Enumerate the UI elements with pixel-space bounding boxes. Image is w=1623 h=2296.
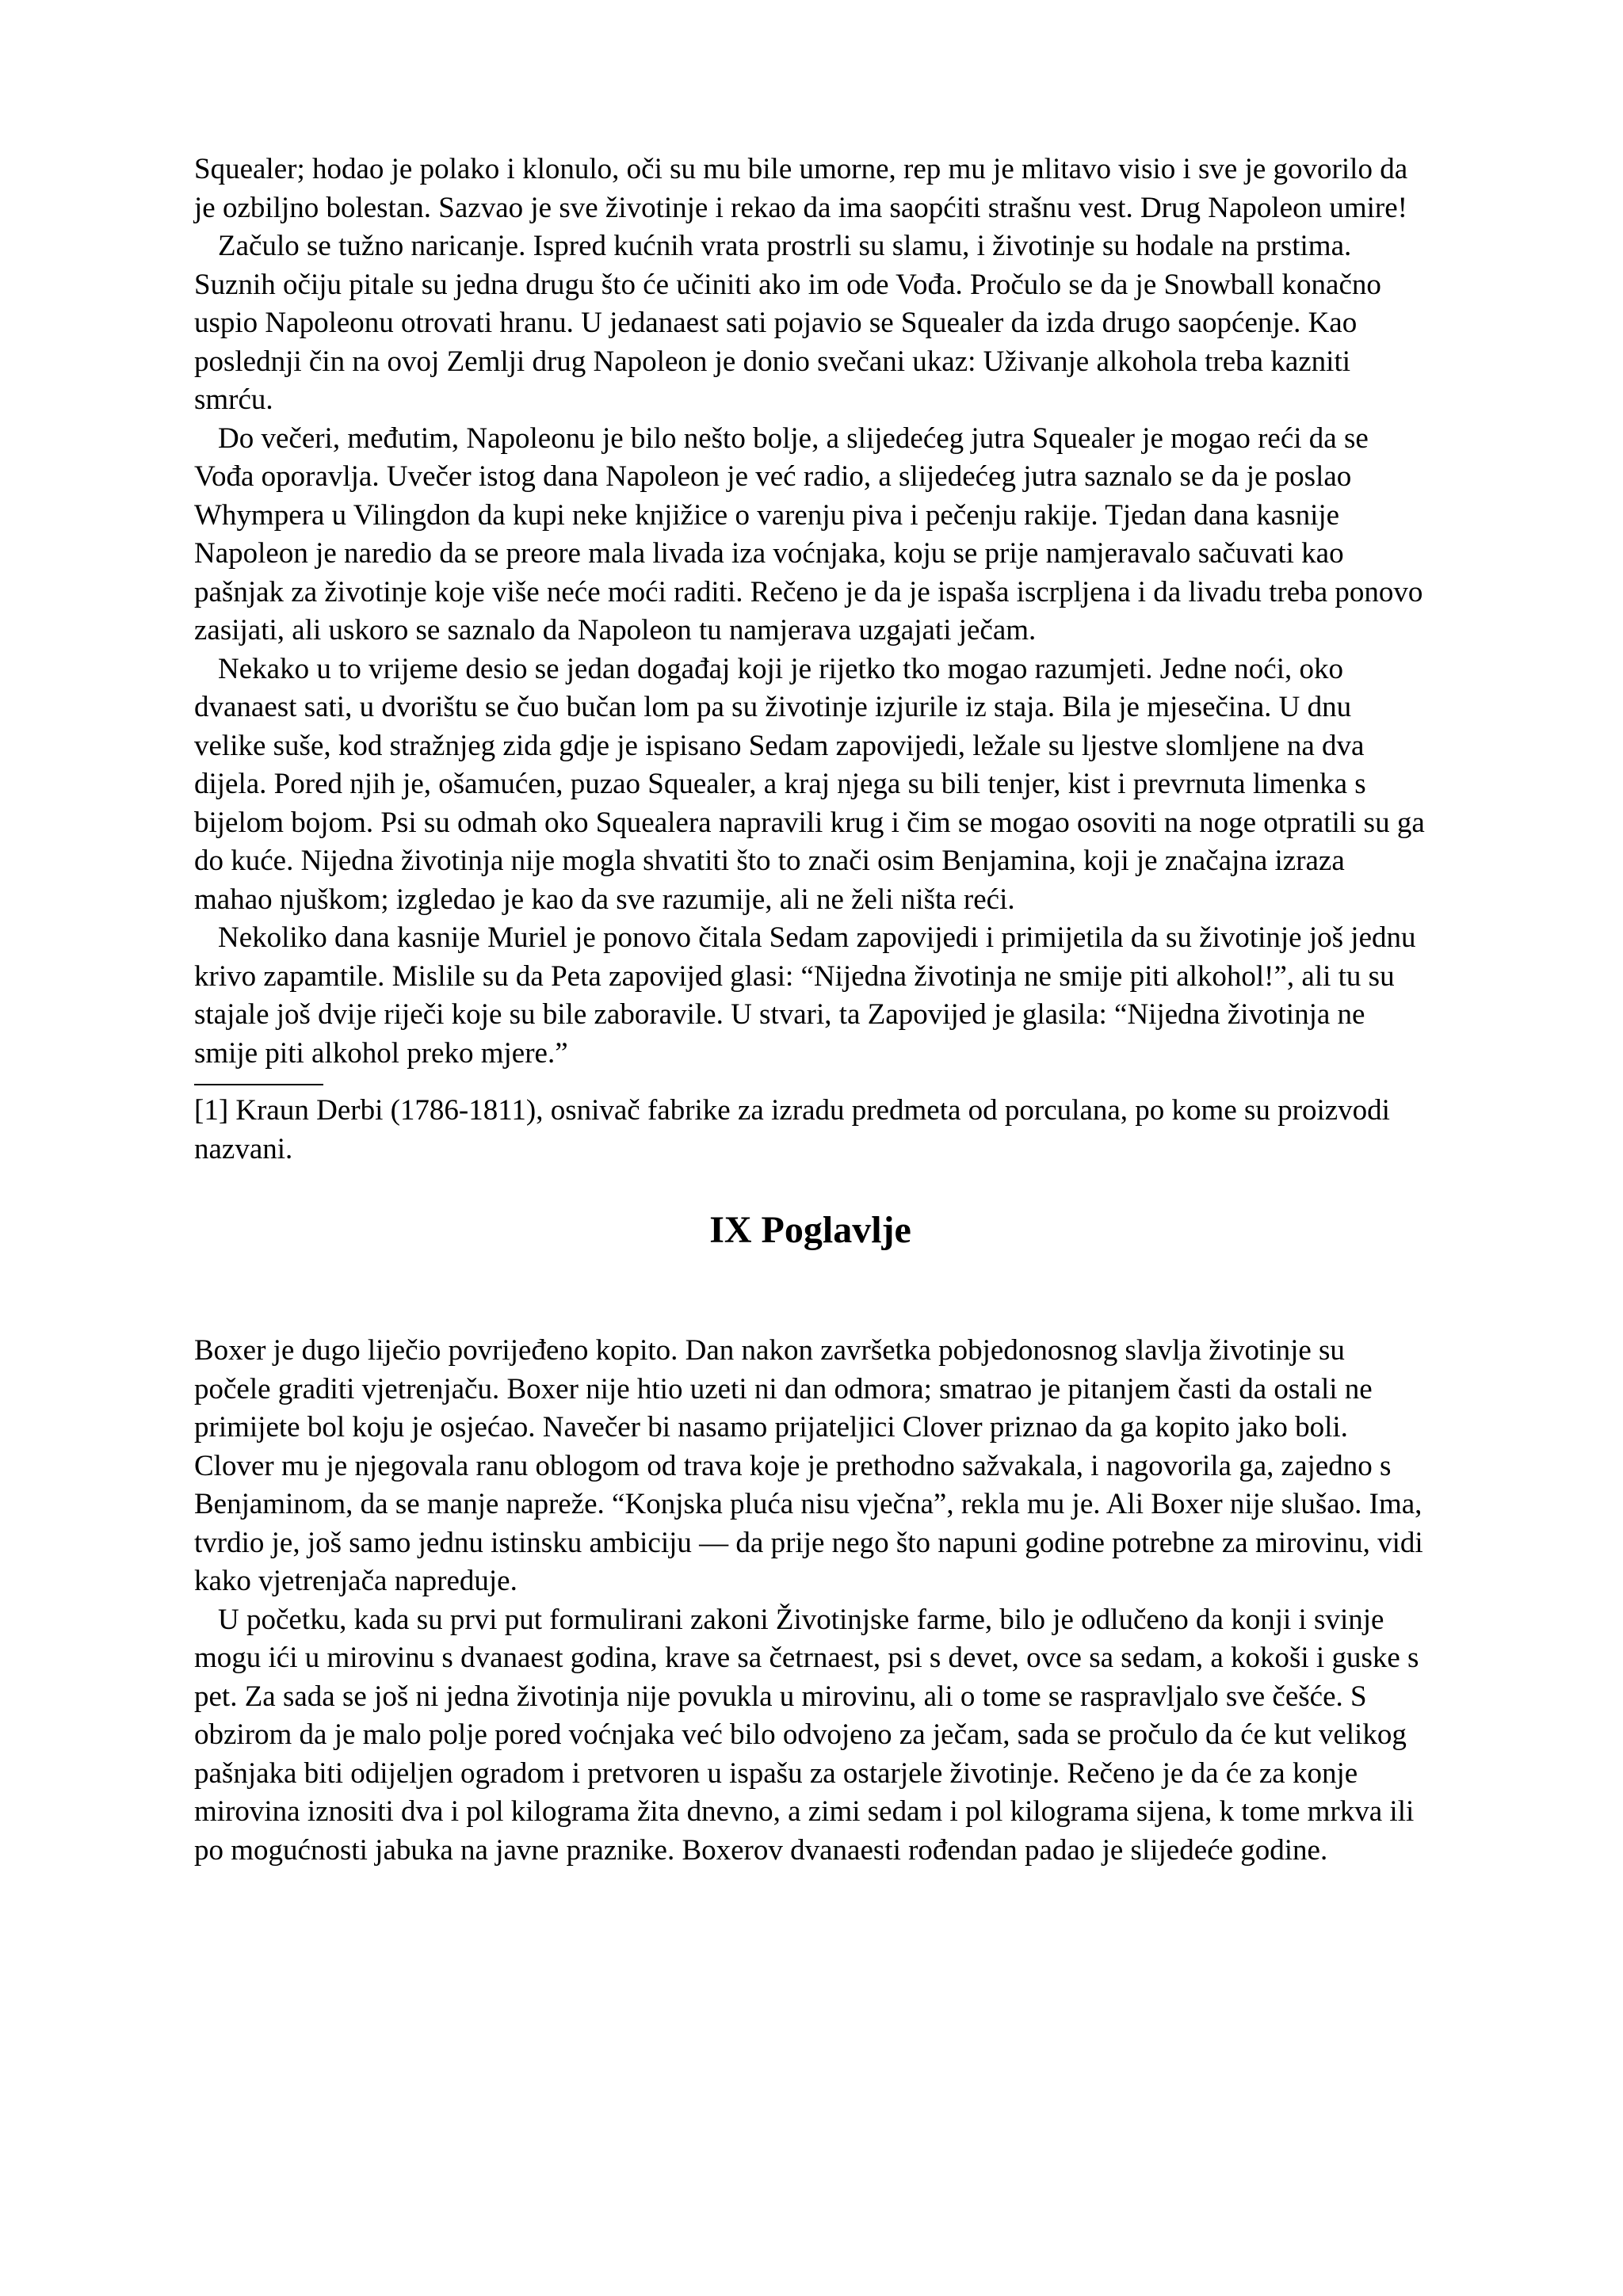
paragraph: Boxer je dugo liječio povrijeđeno kopito. Dan nakon završetka pobjedonosnog slavlja životinje su počele graditi vjetrenjaču. Boxer nije htio uzeti ni dan odmora; smatrao je pitanjem časti da ostali ne primijete bol koju je osjećao. Navečer bi nasamo prijateljici Clover priznao da ga kopito jako boli. Clover mu je njegovala ranu oblogom od trava koje je prethodno sažvakala, i nagovorila ga, zajedno s Benjaminom, da se manje napreže. “Konjska pluća nisu vječna”, rekla mu je. Ali Boxer nije slušao. Ima, tvrdio je, još samo jednu istinsku ambiciju — da prije nego što napuni godine potrebne za mirovinu, vidi kako vjetrenjača napreduje. — [194, 1334, 1423, 1597]
paragraph: Squealer; hodao je polako i klonulo, oči su mu bile umorne, rep mu je mlitavo visio i sve je govorilo da je ozbiljno bolestan. Sazvao je sve životinje i rekao da ima saopćiti strašnu vest. Drug Napoleon umire! — [194, 153, 1408, 224]
paragraph: U početku, kada su prvi put formulirani zakoni Životinjske farme, bilo je odlučeno da konji i svinje mogu ići u mirovinu s dvanaest godina, krave sa četrnaest, psi s devet, ovce sa sedam, a kokoši i guske s pet. Za sada se još ni jedna životinja nije povukla u mirovinu, ali o tome se raspravljalo sve češće. S obzirom da je malo polje pored voćnjaka već bilo odvojeno za ječam, sada se pročulo da će kut velikog pašnjaka biti odijeljen ogradom i pretvoren u ispašu za ostarjele životinje. Rečeno je da će za konje mirovina iznositi dva i pol kilograma žita dnevno, a zimi sedam i pol kilograma sijena, k tome mrkva ili po mogućnosti jabuka na javne praznike. Boxerov dvanaesti rođendan padao je slijedeće godine. — [194, 1603, 1419, 1867]
chapter-title: IX Poglavlje — [709, 1209, 911, 1251]
paragraph: Nekoliko dana kasnije Muriel je ponovo čitala Sedam zapovijedi i primijetila da su životinje još jednu krivo zapamtile. Mislile su da Peta zapovijed glasi: “Nijedna životinja ne smije piti alkohol!”, ali tu su stajale još dvije riječi koje su bile zaboravile. U stvari, ta Zapovijed je glasila: “Nijedna životinja ne smije piti alkohol preko mjere.” — [194, 921, 1416, 1070]
footnote: [1] Kraun Derbi (1786-1811), osnivač fabrike za izradu predmeta od porculana, po kome su proizvodi nazvani. — [194, 1094, 1390, 1165]
document-page — [194, 151, 1426, 1870]
footnote-divider — [194, 1084, 323, 1085]
paragraph: Do večeri, međutim, Napoleonu je bilo nešto bolje, a slijedećeg jutra Squealer je mogao reći da se Vođa oporavlja. Uvečer istog dana Napoleon je već radio, a slijedećeg jutra saznalo se da je poslao Whympera u Vilingdon da kupi neke knjižice o varenju piva i pečenju rakije. Tjedan dana kasnije Napoleon je naredio da se preore mala livada iza voćnjaka, koju se prije namjeravalo sačuvati kao pašnjak za životinje koje više neće moći raditi. Rečeno je da je ispaša iscrpljena i da livadu treba ponovo zasijati, ali uskoro se saznalo da Napoleon tu namjerava uzgajati ječam. — [194, 421, 1423, 646]
paragraph: Začulo se tužno naricanje. Ispred kućnih vrata prostrli su slamu, i životinje su hodale na prstima. Suznih očiju pitale su jedna drugu što će učiniti ako im ode Vođa. Pročulo se da je Snowball konačno uspio Napoleonu otrovati hranu. U jedanaest sati pojavio se Squealer da izda drugo saopćenje. Kao poslednji čin na ovoj Zemlji drug Napoleon je donio svečani ukaz: Uživanje alkohola treba kazniti smrću. — [194, 230, 1381, 416]
paragraph: Nekako u to vrijeme desio se jedan događaj koji je rijetko tko mogao razumjeti. Jedne noći, oko dvanaest sati, u dvorištu se čuo bučan lom pa su životinje izjurile iz staja. Bila je mjesečina. U dnu velike suše, kod stražnjeg zida gdje je ispisano Sedam zapovijedi, ležale su ljestve slomljene na dva dijela. Pored njih je, ošamućen, puzao Squealer, a kraj njega su bili tenjer, kist i prevrnuta limenka s bijelom bojom. Psi su odmah oko Squealera napravili krug i čim se mogao osoviti na noge otpratili su ga do kuće. Nijedna životinja nije mogla shvatiti što to znači osim Benjamina, koji je značajna izraza mahao njuškom; izgledao je kao da sve razumije, ali ne želi ništa reći. — [194, 652, 1425, 916]
